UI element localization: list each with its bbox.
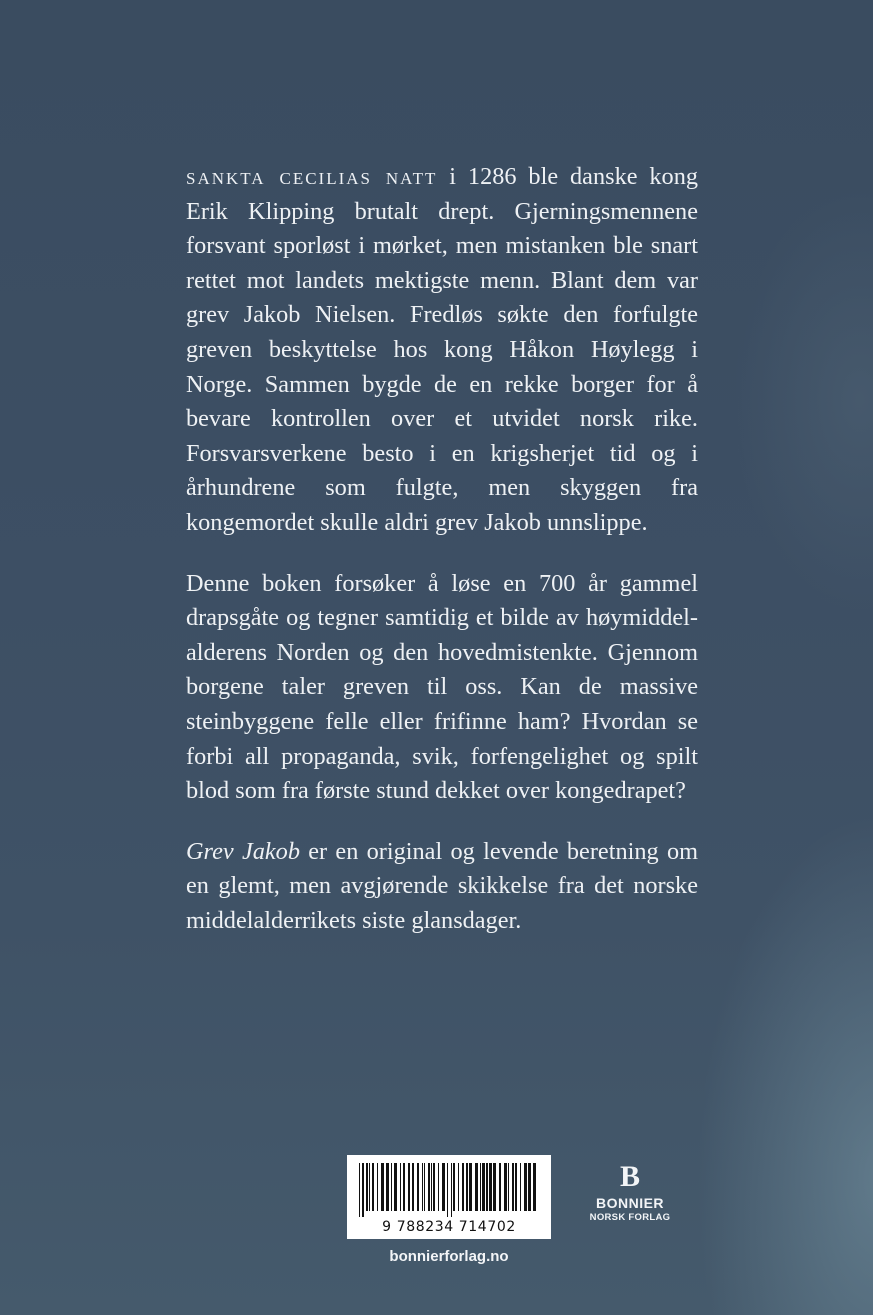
- barcode-bar: [386, 1163, 389, 1211]
- barcode-bar: [442, 1163, 445, 1211]
- isbn-digits: 9 788234 714702: [382, 1219, 516, 1235]
- barcode-bars: [359, 1163, 539, 1217]
- barcode-bar: [489, 1163, 492, 1211]
- back-cover-blurb: [186, 160, 698, 964]
- barcode-bar: [428, 1163, 430, 1211]
- barcode-bar: [391, 1163, 392, 1211]
- barcode-bar: [362, 1163, 364, 1217]
- barcode-bar: [493, 1163, 496, 1211]
- barcode-bar: [359, 1163, 360, 1217]
- barcode-bar: [394, 1163, 397, 1211]
- barcode-bar: [482, 1163, 485, 1211]
- barcode-bar: [412, 1163, 414, 1211]
- publisher-subtitle: NORSK FORLAG: [589, 1212, 671, 1223]
- publisher-logo: [580, 1160, 680, 1223]
- barcode-bar: [486, 1163, 488, 1211]
- barcode-bar: [480, 1163, 481, 1211]
- blurb-lead-smallcaps: sankta cecilias natt: [186, 163, 438, 190]
- barcode-bar: [466, 1163, 468, 1211]
- barcode-bar: [508, 1163, 509, 1211]
- barcode-bar: [475, 1163, 478, 1211]
- barcode-bar: [431, 1163, 432, 1211]
- barcode-bar: [422, 1163, 423, 1211]
- barcode-bar: [417, 1163, 419, 1211]
- isbn-barcode: [347, 1155, 551, 1239]
- barcode-bar: [424, 1163, 425, 1211]
- book-title-italic: Grev Jakob: [186, 837, 300, 865]
- barcode-bar: [366, 1163, 368, 1211]
- barcode-bar: [520, 1163, 521, 1211]
- blurb-paragraph-3-text: er en original og levende beretning om en glemt, men avgjørende skikkelse fra det norske middelalderrikets siste glansdager.: [186, 837, 698, 934]
- barcode-bar: [408, 1163, 410, 1211]
- barcode-bar: [400, 1163, 401, 1211]
- barcode-bar: [524, 1163, 527, 1211]
- barcode-bar: [403, 1163, 405, 1211]
- barcode-bar: [499, 1163, 501, 1211]
- barcode-bar: [469, 1163, 472, 1211]
- publisher-name: BONNIER: [595, 1195, 665, 1211]
- barcode-bar: [447, 1163, 448, 1217]
- publisher-url: bonnierforlag.no: [389, 1248, 509, 1265]
- barcode-bar: [528, 1163, 531, 1211]
- blurb-paragraph-2: Denne boken forsøker å løse en 700 år gammel drapsgåte og tegner samtidig et bilde av høymiddelalderens Norden og den hovedmistenkte. Gjennom borgene taler greven til oss. Kan de massive steinbyggene felle eller frifinne ham? Hvordan se forbi all propaganda, svik, forfengelighet og spilt blod som fra første stund dekket over kongedrapet?: [186, 569, 698, 805]
- barcode-bar: [515, 1163, 517, 1211]
- barcode-bar: [438, 1163, 439, 1211]
- blurb-paragraph-3: [186, 835, 698, 939]
- barcode-bar: [504, 1163, 507, 1211]
- barcode-bar: [433, 1163, 435, 1211]
- blurb-paragraph-1-text: i 1286 ble danske kong Erik Klipping brutalt drept. Gjerningsmennene forsvant sporløst i mørket, men mistanken ble snart rettet mot landets mektigste menn. Blant dem var grev Jakob Nielsen. Fredløs søkte den forfulgte greven beskyttelse hos kong Håkon Høylegg i Norge. Sammen bygde de en rekke borger for å bevare kontrollen over et utvidet norsk rike. Forsvarsverkene besto i en krigsherjet tid og i århundrene som fulgte, men skyggen fra kongemordet skulle aldri grev Jakob unnslippe.: [186, 163, 699, 536]
- barcode-bar: [451, 1163, 452, 1217]
- barcode-bar: [453, 1163, 455, 1211]
- barcode-bar: [462, 1163, 464, 1211]
- barcode-bar: [533, 1163, 536, 1211]
- barcode-bar: [372, 1163, 374, 1211]
- barcode-bar: [512, 1163, 514, 1211]
- barcode-bar: [377, 1163, 378, 1211]
- barcode-bar: [381, 1163, 384, 1211]
- blurb-paragraph-1: [186, 160, 698, 541]
- barcode-bar: [458, 1163, 459, 1211]
- bonnier-b-icon: B: [619, 1160, 640, 1193]
- barcode-bar: [369, 1163, 370, 1211]
